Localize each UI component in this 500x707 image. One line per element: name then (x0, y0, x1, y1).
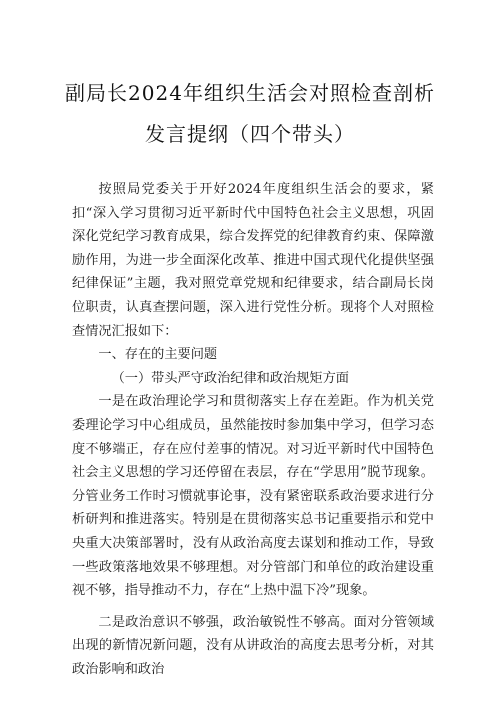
intro-paragraph: 按照局党委关于开好2024年度组织生活会的要求，紧扣“深入学习贯彻习近平新时代中国特色社会主义思想，巩固深化党纪学习教育成果，综合发挥党的纪律教育约束、保障激励作用，为进一步全面深化改革、推进中国式现代化提供坚强纪律保证”主题，我对照党章党规和纪律要求，结合副局长岗位职责，认真查摆问题，深入进行党性分析。现将个人对照检查情况汇报如下： (72, 182, 434, 339)
body-paragraph-1: 一是在政治理论学习和贯彻落实上存在差距。作为机关党委理论学习中心组成员，虽然能按时参加集中学习，但学习态度不够端正，存在应付差事的情况。对习近平新时代中国特色社会主义思想的学习还停留在表层，存在“学思用”脱节现象。分管业务工作时习惯就事论事，没有紧密联系政治要求进行分析研判和推进落实。特别是在贯彻落实总书记重要指示和党中央重大决策部署时，没有从政治高度去谋划和推动工作，导致一些政策落地效果不够理想。对分管部门和单位的政治建设重视不够，指导推动不力，存在“上热中温下冷”现象。 (72, 394, 434, 599)
document-title-line-1: 副局长2024年组织生活会对照检查剖析 (65, 81, 435, 105)
document-body (72, 178, 434, 681)
body-paragraph-2: 二是政治意识不够强，政治敏锐性不够高。面对分管领域出现的新情况新问题，没有从讲政治的高度去思考分析，对其政治影响和政治 (72, 614, 434, 677)
subsection-heading: （一）带头严守政治纪律和政治规矩方面 (111, 370, 349, 386)
document-title-line-2: 发言提纲（四个带头） (145, 122, 355, 146)
section-heading: 一、存在的主要问题 (98, 347, 218, 363)
paragraph-gap (72, 603, 434, 611)
